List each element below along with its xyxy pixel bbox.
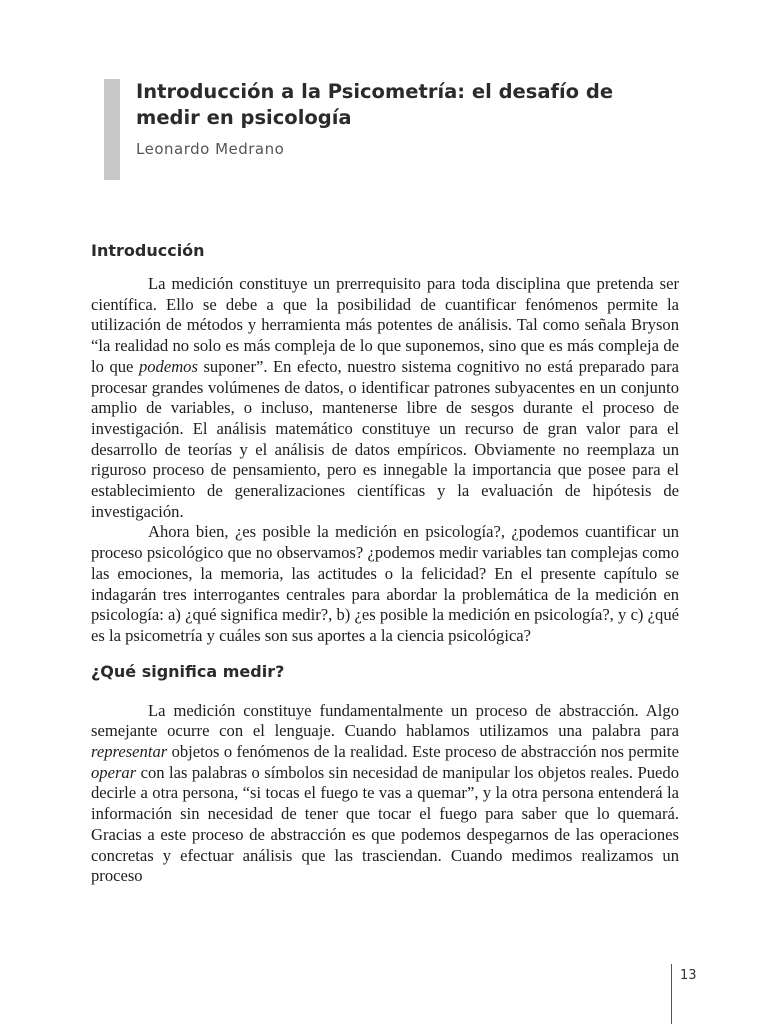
emphasis-text: podemos	[138, 356, 198, 376]
paragraph-text: La medición constituye un prerrequisito para toda disciplina que pretenda ser científica. Ello se debe a que la posibilidad de cuantificar fenómenos permite la utilización de métodos y herramienta más potentes de análisis. Tal como señala Bryson “la realidad no solo es más compleja de lo que suponemos, sino que es más compleja de lo que	[91, 274, 679, 376]
paragraph-intro-1	[91, 274, 679, 522]
chapter-title-line-2: medir en psicología	[136, 106, 352, 129]
section-heading-introduccion: Introducción	[91, 241, 205, 260]
paragraph-text: con las palabras o símbolos sin necesidad de manipular los objetos reales. Puedo decirle a otra persona, “si tocas el fuego te vas a quemar”, y la otra persona entenderá la información sin necesidad de tener que tocar el fuego para saber que lo quemará. Gracias a este proceso de abstracción es que podemos despegarnos de las operaciones concretas y efectuar análisis que las trasciendan. Cuando medimos realizamos un proceso	[91, 762, 679, 886]
paragraph-text: La medición constituye fundamentalmente un proceso de abstracción. Algo semejante ocurre con el lenguaje. Cuando hablamos utilizamos una palabra para	[91, 700, 679, 741]
section-heading-que-significa-medir: ¿Qué significa medir?	[91, 661, 285, 681]
chapter-title-line-1: Introducción a la Psicometría: el desafío de	[136, 80, 614, 103]
paragraph-medir-1	[91, 701, 679, 887]
emphasis-text: operar	[91, 762, 137, 782]
chapter-body	[91, 240, 679, 887]
author-name: Leonardo Medrano	[136, 140, 285, 158]
page-number: 13	[680, 968, 697, 983]
paragraph-text: suponer”. En efecto, nuestro sistema cognitivo no está preparado para procesar grandes volúmenes de datos, o identificar patrones subyacentes en un conjunto amplio de variables, o incluso, mantenerse libre de sesgos durante el proceso de investigación. El análisis matemático constituye un recurso de gran valor para el desarrollo de teorías y el análisis de datos empíricos. Obviamente no reemplaza un riguroso proceso de pensamiento, pero es innegable la importancia que posee para el establecimiento de generalizaciones científicas y la evaluación de hipótesis de investigación.	[91, 356, 679, 521]
paragraph-text: objetos o fenómenos de la realidad. Este proceso de abstracción nos permite	[167, 742, 679, 762]
header-accent-bar	[104, 79, 120, 180]
chapter-header	[136, 79, 696, 159]
chapter-title	[136, 79, 696, 131]
paragraph-intro-2: Ahora bien, ¿es posible la medición en psicología?, ¿podemos cuantificar un proceso psicológico que no observamos? ¿podemos medir variables tan complejas como las emociones, la memoria, las actitudes o la felicidad? En el presente capítulo se indagarán tres interrogantes centrales para abordar la problemática de la medición en psicología: a) ¿qué significa medir?, b) ¿es posible la medición en psicología?, y c) ¿qué es la psicometría y cuáles son sus aportes a la ciencia psicológica?	[91, 522, 679, 645]
emphasis-text: representar	[91, 742, 168, 762]
page-number-rule	[671, 964, 672, 1024]
